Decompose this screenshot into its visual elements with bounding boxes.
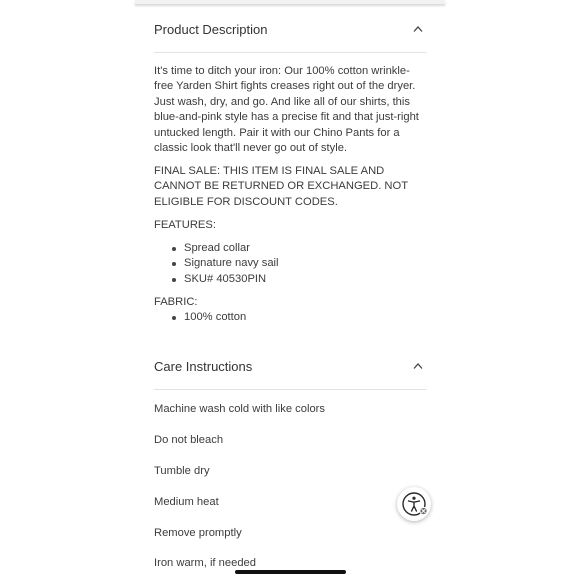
product-description-title: Product Description [154,22,268,37]
feature-item: SKU# 40530PIN [154,272,427,287]
home-indicator [235,570,346,574]
features-list [154,241,427,287]
product-intro: It's time to ditch your iron: Our 100% cotton wrinkle-free Yarden Shirt fights creases right out of the dryer. Just wash, dry, and go. And like all of our shirts, this blue-and-pink style has a precise fit and that just-right untucked length. Pair it with our Chino Pants for a classic look that'll never go out of style. [154,65,419,155]
care-item: Remove promptly [154,527,242,539]
care-instructions-title: Care Instructions [154,359,253,374]
accessibility-icon [397,487,431,521]
fabric-item: 100% cotton [154,310,427,325]
feature-item: Spread collar [154,241,427,256]
top-card-edge [135,0,445,5]
care-item: Tumble dry [154,465,210,477]
care-item: Medium heat [154,496,219,508]
feature-item: Signature navy sail [154,256,427,271]
care-item: Iron warm, if needed [154,557,256,569]
final-sale-notice: FINAL SALE: THIS ITEM IS FINAL SALE AND CANNOT BE RETURNED OR EXCHANGED. NOT ELIGIBLE FOR DISCOUNT CODES. [154,165,408,208]
care-item: Do not bleach [154,434,224,446]
chevron-up-icon [413,25,423,33]
care-instructions-header[interactable] [154,359,427,390]
accessibility-button[interactable] [397,487,431,521]
chevron-up-icon [413,362,423,370]
features-label: FEATURES: [154,219,216,231]
fabric-list [154,310,427,325]
product-description-header[interactable] [154,22,427,53]
fabric-label: FABRIC: [154,296,198,308]
care-item: Machine wash cold with like colors [154,403,325,415]
